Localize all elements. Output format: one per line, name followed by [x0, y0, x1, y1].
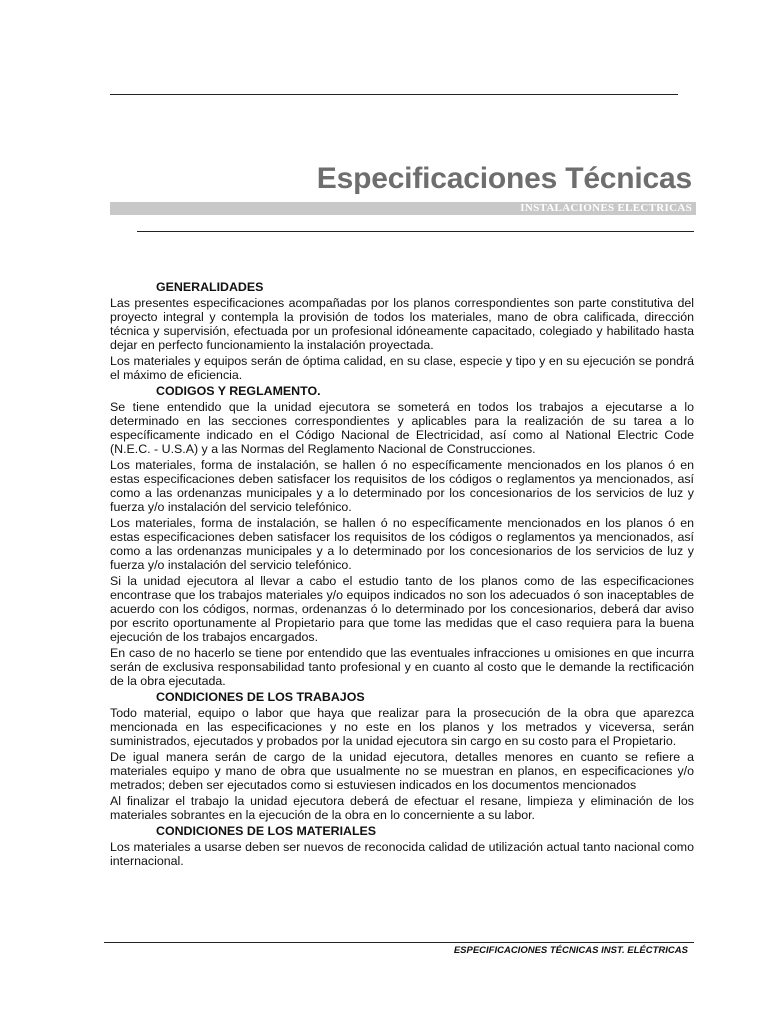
- paragraph: Todo material, equipo o labor que haya que realizar para la prosecución de la obra que aparezca mencionada en las especificaciones y no este en los planos y los metrados y viceversa, serán suministrados, ejecutados y probados por la unidad ejecutora sin cargo en su costo para el Propietario.: [110, 706, 694, 748]
- paragraph: Los materiales, forma de instalación, se hallen ó no específicamente mencionados en los planos ó en estas especificaciones deben satisfacer los requisitos de los códigos o reglamentos ya mencionados, así como a las ordenanzas municipales y a lo determinado por los concesionarios de los servicios de luz y fuerza y/o instalación del servicio telefónico.: [110, 516, 694, 572]
- heading-materiales: CONDICIONES DE LOS MATERIALES: [156, 824, 377, 838]
- page-footer: ESPECIFICACIONES TÉCNICAS INST. ELÉCTRICAS: [453, 945, 688, 956]
- document-subtitle: INSTALACIONES ELECTRICAS: [520, 202, 692, 214]
- paragraph: Se tiene entendido que la unidad ejecutora se someterá en todos los trabajos a ejecutarse a lo determinado en las secciones correspondientes y aplicables para la realización de su tarea a lo específicamente indicado en el Código Nacional de Electricidad, así como al National Electric Code (N.E.C. - U.S.A) y a las Normas del Reglamento Nacional de Construcciones.: [110, 400, 694, 456]
- document-title: Especificaciones Técnicas: [316, 162, 692, 195]
- top-rule: [110, 94, 678, 95]
- paragraph: Al finalizar el trabajo la unidad ejecutora deberá de efectuar el resane, limpieza y eliminación de los materiales sobrantes en la ejecución de la obra en lo concerniente a su labor.: [110, 794, 694, 822]
- paragraph: Las presentes especificaciones acompañadas por los planos correspondientes son parte constitutiva del proyecto integral y contempla la provisión de todos los materiales, mano de obra calificada, dirección técnica y supervisión, efectuada por un profesional idóneamente capacitado, colegiado y habilitado hasta dejar en perfecto funcionamiento la instalación proyectada.: [110, 296, 694, 352]
- paragraph: Los materiales y equipos serán de óptima calidad, en su clase, especie y tipo y en su ejecución se pondrá el máximo de eficiencia.: [110, 354, 694, 382]
- title-rule: [137, 231, 694, 232]
- footer-rule: [104, 942, 694, 943]
- paragraph: En caso de no hacerlo se tiene por entendido que las eventuales infracciones u omisiones en que incurra serán de exclusiva responsabilidad tanto profesional y en cuanto al costo que le demande la rectificación de la obra ejecutada.: [110, 646, 694, 688]
- heading-trabajos: CONDICIONES DE LOS TRABAJOS: [156, 690, 365, 704]
- paragraph: Los materiales a usarse deben ser nuevos de reconocida calidad de utilización actual tanto nacional como internacional.: [110, 840, 694, 868]
- heading-codigos: CODIGOS Y REGLAMENTO.: [156, 384, 321, 398]
- heading-generalidades: GENERALIDADES: [156, 280, 264, 294]
- paragraph: Si la unidad ejecutora al llevar a cabo el estudio tanto de los planos como de las especificaciones encontrase que los trabajos materiales y/o equipos indicados no son los adecuados ó son inaceptables de acuerdo con los códigos, normas, ordenanzas ó lo determinado por los concesionarios, deberá dar aviso por escrito oportunamente al Propietario para que tome las medidas que el caso requiera para la buena ejecución de los trabajos encargados.: [110, 574, 694, 644]
- document-body: [110, 280, 694, 870]
- subtitle-bar: [110, 202, 696, 215]
- paragraph: De igual manera serán de cargo de la unidad ejecutora, detalles menores en cuanto se refiere a materiales equipo y mano de obra que usualmente no se muestran en planos, en especificaciones y/o metrados; deben ser ejecutados como si estuviesen indicados en los documentos mencionados: [110, 750, 694, 792]
- paragraph: Los materiales, forma de instalación, se hallen ó no específicamente mencionados en los planos ó en estas especificaciones deben satisfacer los requisitos de los códigos o reglamentos ya mencionados, así como a las ordenanzas municipales y a lo determinado por los concesionarios de los servicios de luz y fuerza y/o instalación del servicio telefónico.: [110, 458, 694, 514]
